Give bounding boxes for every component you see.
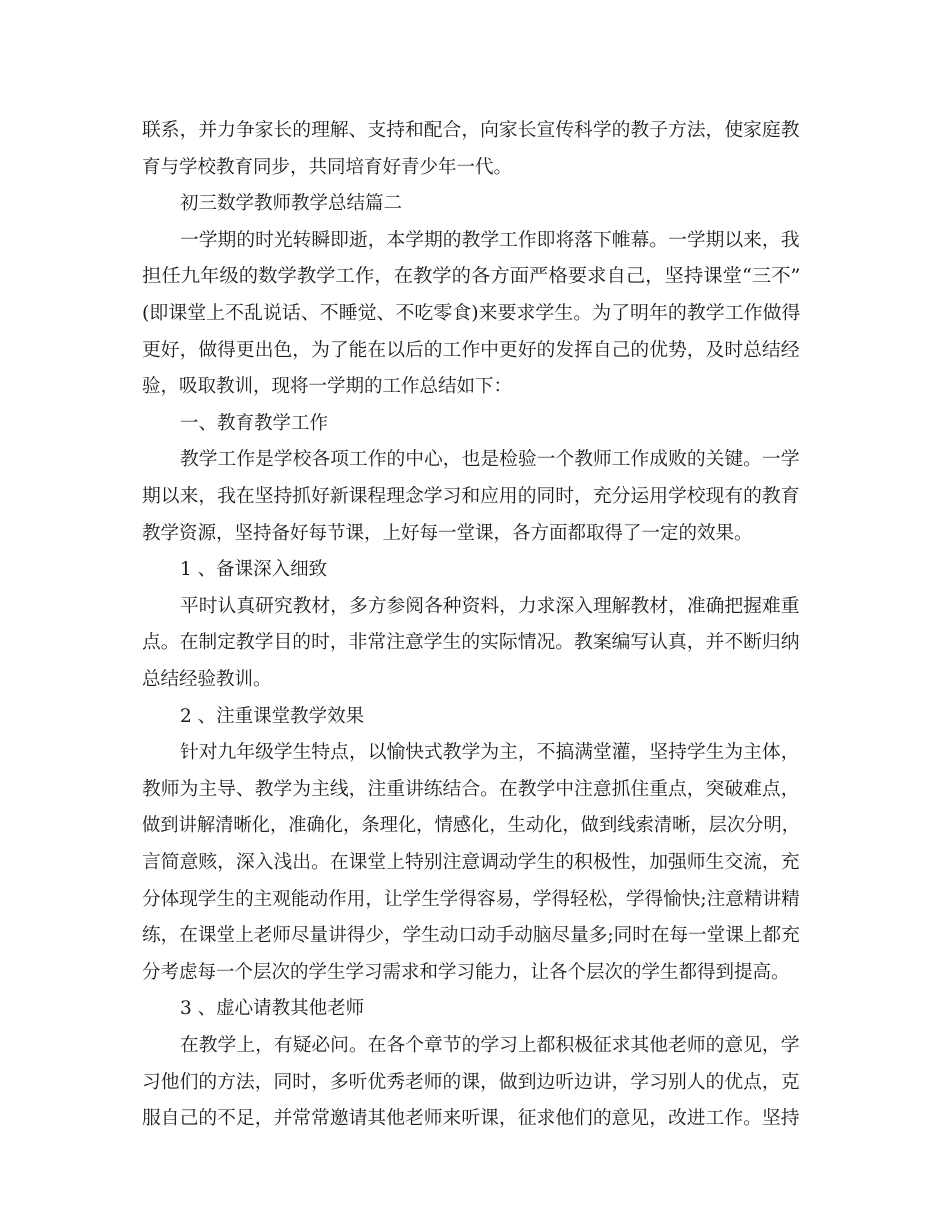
- text-line: 服自己的不足，并常常邀请其他老师来听课，征求他们的意见，改进工作。坚持: [142, 1108, 800, 1129]
- subsection-heading: 3 、虚心请教其他老师: [180, 998, 365, 1019]
- section-heading: 初三数学教师教学总结篇二: [180, 193, 403, 214]
- text-line: 教学工作是学校各项工作的中心，也是检验一个教师工作成败的关键。一学: [180, 449, 800, 470]
- text-line: 练，在课堂上老师尽量讲得少，学生动口动手动脑尽量多;同时在每一堂课上都充: [142, 925, 800, 946]
- text-line: 点。在制定教学目的时，非常注意学生的实际情况。教案编写认真，并不断归纳: [142, 632, 800, 653]
- text-line: 总结经验教训。: [142, 669, 272, 690]
- text-line: 教师为主导、教学为主线，注重讲练结合。在教学中注意抓住重点，突破难点，: [142, 779, 800, 800]
- text-line: 联系，并力争家长的理解、支持和配合，向家长宣传科学的教子方法，使家庭教: [142, 120, 800, 141]
- text-line: 担任九年级的数学教学工作，在教学的各方面严格要求自己，坚持课堂“三不”: [142, 266, 801, 287]
- subsection-heading: 2 、注重课堂教学效果: [180, 706, 365, 727]
- text-line: 平时认真研究教材，多方参阅各种资料，力求深入理解教材，准确把握难重: [180, 596, 800, 617]
- text-line: 验，吸取教训，现将一学期的工作总结如下：: [142, 376, 513, 397]
- text-line: 在教学上，有疑必问。在各个章节的学习上都积极征求其他老师的意见，学: [180, 1035, 800, 1056]
- text-line: 习他们的方法，同时，多听优秀老师的课，做到边听边讲，学习别人的优点，克: [142, 1072, 800, 1093]
- text-line: 分考虑每一个层次的学生学习需求和学习能力，让各个层次的学生都得到提高。: [142, 962, 790, 983]
- text-line: 言简意赅，深入浅出。在课堂上特别注意调动学生的积极性，加强师生交流，充: [142, 852, 800, 873]
- text-line: 针对九年级学生特点，以愉快式教学为主，不搞满堂灌，坚持学生为主体，: [180, 742, 800, 763]
- text-line: 教学资源，坚持备好每节课，上好每一堂课，各方面都取得了一定的效果。: [142, 523, 753, 544]
- text-line: 期以来，我在坚持抓好新课程理念学习和应用的同时，充分运用学校现有的教育: [142, 486, 800, 507]
- text-line: 一学期的时光转瞬即逝，本学期的教学工作即将落下帷幕。一学期以来，我: [180, 230, 800, 251]
- text-line: (即课堂上不乱说话、不睡觉、不吃零食)来要求学生。为了明年的教学工作做得: [142, 303, 801, 324]
- section-heading: 一、教育教学工作: [180, 413, 329, 434]
- text-line: 育与学校教育同步，共同培育好青少年一代。: [142, 157, 513, 178]
- subsection-heading: 1 、备课深入细致: [180, 559, 328, 580]
- text-line: 更好，做得更出色，为了能在以后的工作中更好的发挥自己的优势，及时总结经: [142, 340, 800, 361]
- text-line: 分体现学生的主观能动作用，让学生学得容易，学得轻松，学得愉快;注意精讲精: [142, 889, 800, 910]
- text-line: 做到讲解清晰化，准确化，条理化，情感化，生动化，做到线索清晰，层次分明，: [142, 815, 801, 836]
